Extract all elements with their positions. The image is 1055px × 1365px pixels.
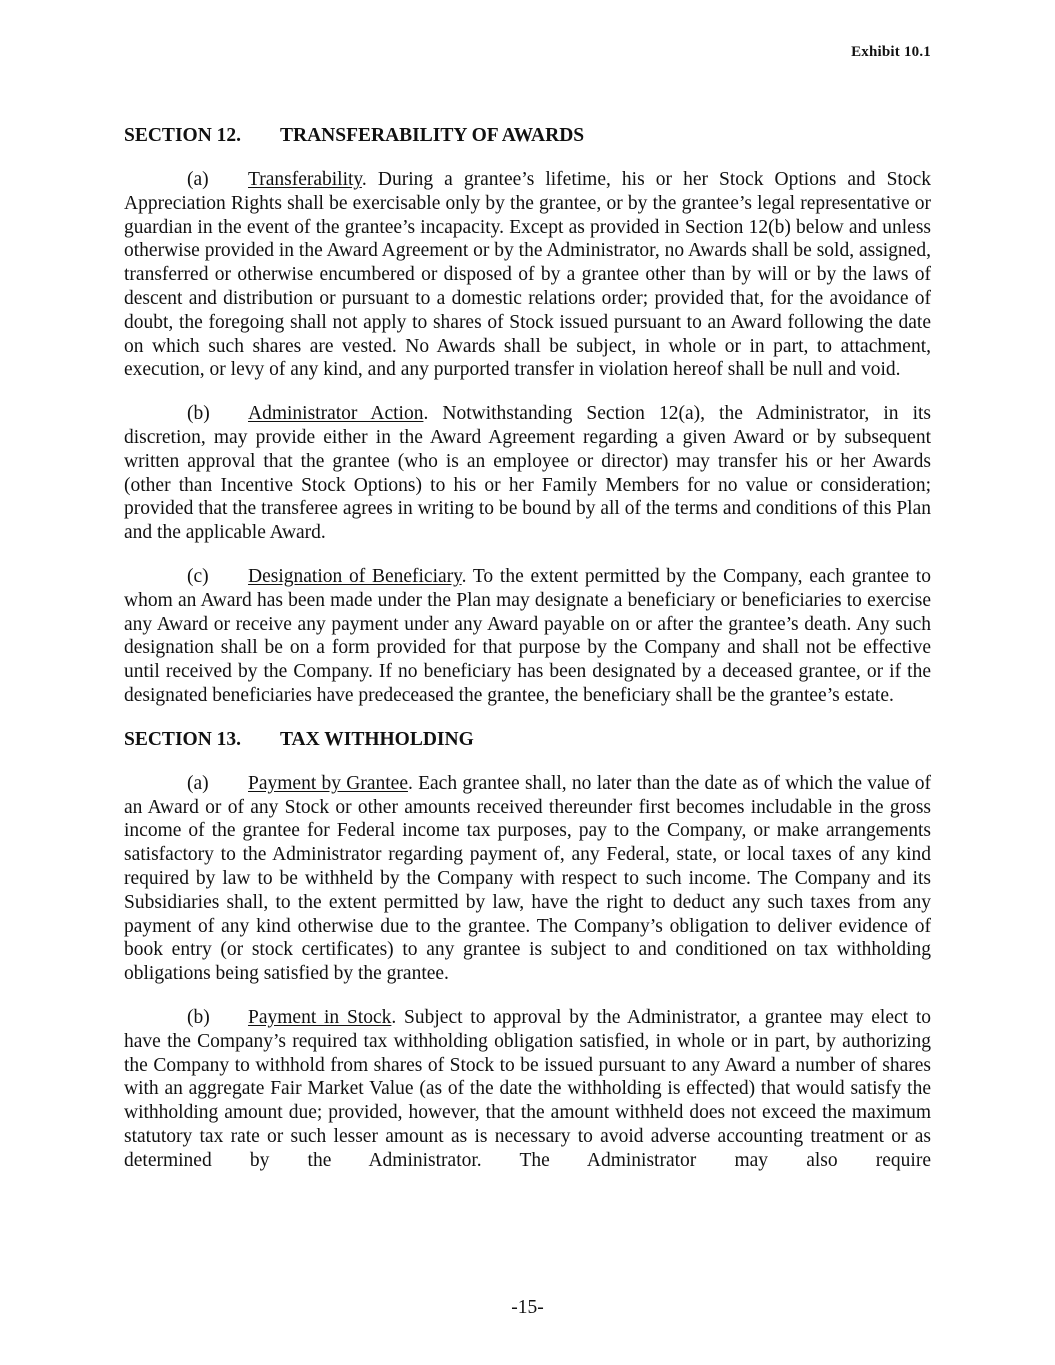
paragraph-label: (a) [187, 772, 209, 794]
paragraph-text: . Each grantee shall, no later than the date as of which the value of an Award or of any Stock or other amounts received thereunder first becomes includable in the gross income of the grantee for Federal income tax purposes, pay to the Company, or make arrangements satisfactory to the Administrator regarding payment of, any Federal, state, or local taxes of any kind required by law to be withheld by the Company with respect to such income. The Company and its Subsidiaries shall, to the extent permitted by law, have the right to deduct any such taxes from any payment of any kind otherwise due to the grantee. The Company’s obligation to deliver evidence of book entry (or stock certificates) to any grantee is subject to and conditioned on tax withholding obligations being satisfied by the grantee. [124, 772, 931, 985]
paragraph-title: Payment in Stock [248, 1006, 392, 1028]
paragraph-text: . Notwithstanding Section 12(a), the Administrator, in its discretion, may provide either in the Award Agreement regarding a given Award or by subsequent written approval that the grantee (who is an employee or director) may transfer his or her Awards (other than Incentive Stock Options) to his or her Family Members for no value or consideration; provided that the transferee agrees in writing to be bound by all of the terms and conditions of this Plan and the applicable Award. [124, 403, 931, 544]
paragraph-13b [124, 1006, 931, 1173]
section-12 [124, 124, 931, 728]
paragraph-label: (b) [187, 403, 210, 425]
section-number: SECTION 13. [124, 728, 242, 750]
document-body [124, 124, 931, 1172]
paragraph-title: Designation of Beneficiary [248, 565, 462, 587]
paragraph-label: (a) [187, 169, 209, 190]
exhibit-label: Exhibit 10.1 [851, 44, 931, 60]
paragraph-title: Transferability [248, 169, 362, 190]
section-title: TAX WITHHOLDING [280, 728, 474, 750]
paragraph-text: . To the extent permitted by the Company, each grantee to whom an Award has been made under the Plan may designate a beneficiary or beneficiaries to exercise any Award or receive any payment under any Award payable on or after the grantee’s death. Any such designation shall be on a form provided for that purpose by the Company and shall not be effective until received by the Company. If no beneficiary has been designated by a deceased grantee, or if the designated beneficiaries have predeceased the grantee, the beneficiary shall be the grantee’s estate. [124, 565, 931, 706]
paragraph-title: Administrator Action [248, 403, 424, 425]
section-heading [124, 124, 931, 148]
paragraph-12b [124, 402, 931, 545]
paragraph-label: (c) [187, 565, 209, 587]
section-title: TRANSFERABILITY OF AWARDS [280, 125, 585, 146]
paragraph-12a [124, 168, 931, 382]
paragraph-13a [124, 772, 931, 986]
page-number: -15- [511, 1297, 544, 1318]
paragraph-12c [124, 565, 931, 708]
paragraph-text: . Subject to approval by the Administrator, a grantee may elect to have the Company’s required tax withholding obligation satisfied, in whole or in part, by authorizing the Company to withhold from shares of Stock to be issued pursuant to any Award a number of shares with an aggregate Fair Market Value (as of the date the withholding is effected) that would satisfy the withholding amount due; provided, however, that the amount withheld does not exceed the maximum statutory tax rate or such lesser amount as is necessary to avoid adverse accounting treatment or as determined by the Administrator. The Administrator may also require [124, 1006, 932, 1171]
section-heading [124, 728, 931, 752]
section-number: SECTION 12. [124, 125, 242, 146]
paragraph-label: (b) [187, 1006, 210, 1028]
section-13 [124, 728, 931, 1173]
paragraph-title: Payment by Grantee [248, 772, 408, 794]
paragraph-text: . During a grantee’s lifetime, his or her Stock Options and Stock Appreciation Rights shall be exercisable only by the grantee, or by the grantee’s legal representative or guardian in the event of the grantee’s incapacity. Except as provided in Section 12(b) below and unless otherwise provided in the Award Agreement or by the Administrator, no Awards shall be sold, assigned, transferred or otherwise encumbered or disposed of by a grantee other than by will or by the laws of descent and distribution or pursuant to a domestic relations order; provided that, for the avoidance of doubt, the foregoing shall not apply to shares of Stock issued pursuant to an Award following the date on which such shares are vested. No Awards shall be subject, in whole or in part, to attachment, execution, or levy of any kind, and any purported transfer in violation hereof shall be null and void. [124, 169, 931, 381]
